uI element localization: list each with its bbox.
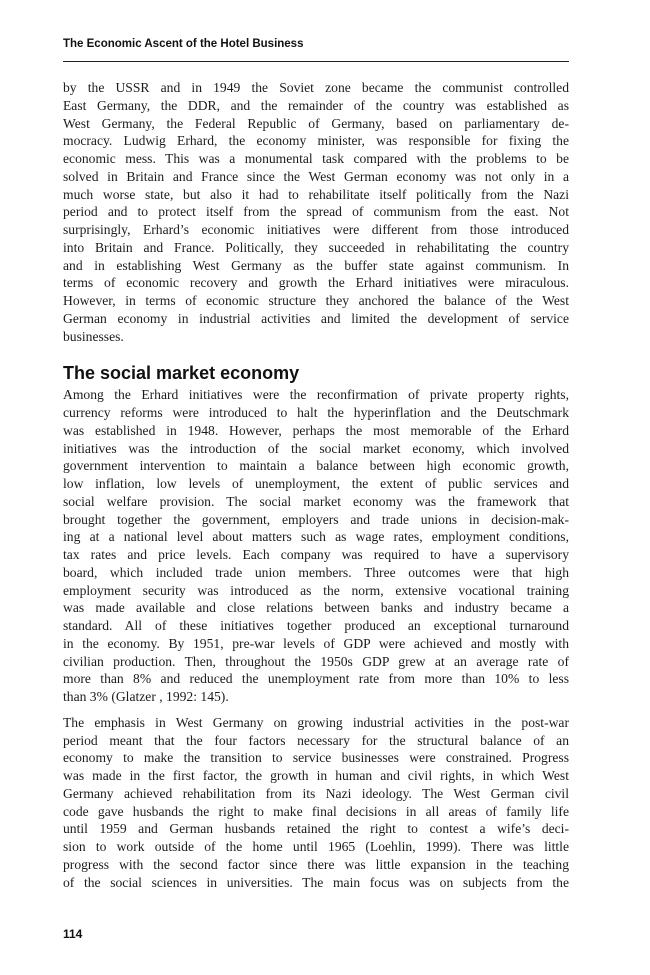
text-line: East Germany, the DDR, and the remainder of the country was established as [63, 97, 569, 113]
paragraph-1 [63, 79, 569, 345]
text-line: initiatives was the introduction of the social market economy, which involved [63, 440, 569, 456]
text-line: The emphasis in West Germany on growing industrial activities in the post-war [63, 714, 569, 730]
text-line: and in establishing West Germany as the buffer state against communism. In [63, 257, 569, 273]
text-line: German economy in industrial activities and limited the development of service [63, 310, 569, 326]
text-line: businesses. [63, 328, 124, 344]
text-line: was made available and close relations between banks and industry became a [63, 600, 569, 616]
text-line: currency reforms were introduced to halt the hyperinflation and the Deutschmark [63, 405, 569, 420]
text-line: terms of economic recovery and growth the Erhard initiatives were miraculous. [63, 275, 569, 291]
text-line: surprisingly, Erhard’s economic initiatives were different from those introduced [63, 222, 569, 237]
text-line: civilian production. Then, throughout the 1950s GDP grew at an average rate of [63, 653, 569, 669]
text-line: than 3% (Glatzer , 1992: 145). [63, 689, 229, 704]
text-line: progress with the second factor since there was little expansion in the teaching [63, 856, 569, 872]
text-line: employment security was introduced as the norm, extensive vocational training [63, 582, 569, 598]
text-line: mocracy. Ludwig Erhard, the economy minister, was responsible for fixing the [63, 133, 569, 149]
text-line: period and to protect itself from the spread of communism from the east. Not [63, 204, 569, 220]
text-line: ing at a national level about matters such as wage rates, employment conditions, [63, 529, 569, 545]
text-line: until 1959 and German husbands retained the right to contest a wife’s deci- [63, 821, 569, 837]
text-line: board, which included trade union members. Three outcomes were that high [63, 564, 569, 580]
text-line: economic mess. This was a monumental task compared with the problems to be [63, 151, 569, 166]
text-line: standard. All of these initiatives together produced an exceptional turnaround [63, 618, 569, 633]
text-line: period meant that the four factors necessary for the structural balance of an [63, 732, 569, 748]
text-line: solved in Britain and France since the West German economy was not only in a [63, 168, 569, 184]
text-line: by the USSR and in 1949 the Soviet zone became the communist controlled [63, 80, 569, 95]
text-line: West Germany, the Federal Republic of Germany, based on parliamentary de- [63, 115, 569, 131]
text-line: low inflation, low levels of unemployment, the extent of public services and [63, 476, 569, 491]
text-line: government intervention to maintain a balance between high economic growth, [63, 458, 569, 474]
text-line: tax rates and price levels. Each company was required to have a supervisory [63, 547, 569, 562]
text-line: was made in the first factor, the growth in human and civil rights, in which West [63, 768, 569, 783]
text-line: However, in terms of economic structure they anchored the balance of the West [63, 293, 569, 308]
text-line: of the social sciences in universities. The main focus was on subjects from the [63, 874, 569, 890]
page-number: 114 [63, 927, 83, 941]
text-line: Among the Erhard initiatives were the reconfirmation of private property rights, [63, 387, 569, 403]
header-rule [63, 61, 569, 62]
text-line: brought together the government, employers and trade unions in decision-mak- [63, 511, 569, 527]
page-body [63, 79, 569, 891]
text-line: into Britain and France. Politically, they succeeded in rehabilitating the country [63, 239, 569, 255]
text-line: Germany achieved rehabilitation from its Nazi ideology. The West German civil [63, 785, 569, 801]
text-line: sion to work outside of the home until 1965 (Loehlin, 1999). There was little [63, 839, 569, 854]
paragraph-3 [63, 714, 569, 892]
running-head: The Economic Ascent of the Hotel Business [63, 38, 304, 50]
text-line: code gave husbands the right to make final decisions in all areas of family life [63, 803, 569, 819]
text-line: social welfare provision. The social market economy was the framework that [63, 493, 569, 509]
paragraph-2 [63, 386, 569, 706]
text-line: much worse state, but also it had to rehabilitate itself politically from the Nazi [63, 186, 569, 202]
text-line: more than 8% and reduced the unemployment rate from more than 10% to less [63, 671, 569, 687]
text-line: economy to make the transition to service businesses were constrained. Progress [63, 750, 569, 766]
text-line: was established in 1948. However, perhaps the most memorable of the Erhard [63, 422, 569, 438]
text-line: in the economy. By 1951, pre-war levels of GDP were achieved and mostly with [63, 635, 569, 651]
section-heading: The social market economy [63, 363, 300, 384]
